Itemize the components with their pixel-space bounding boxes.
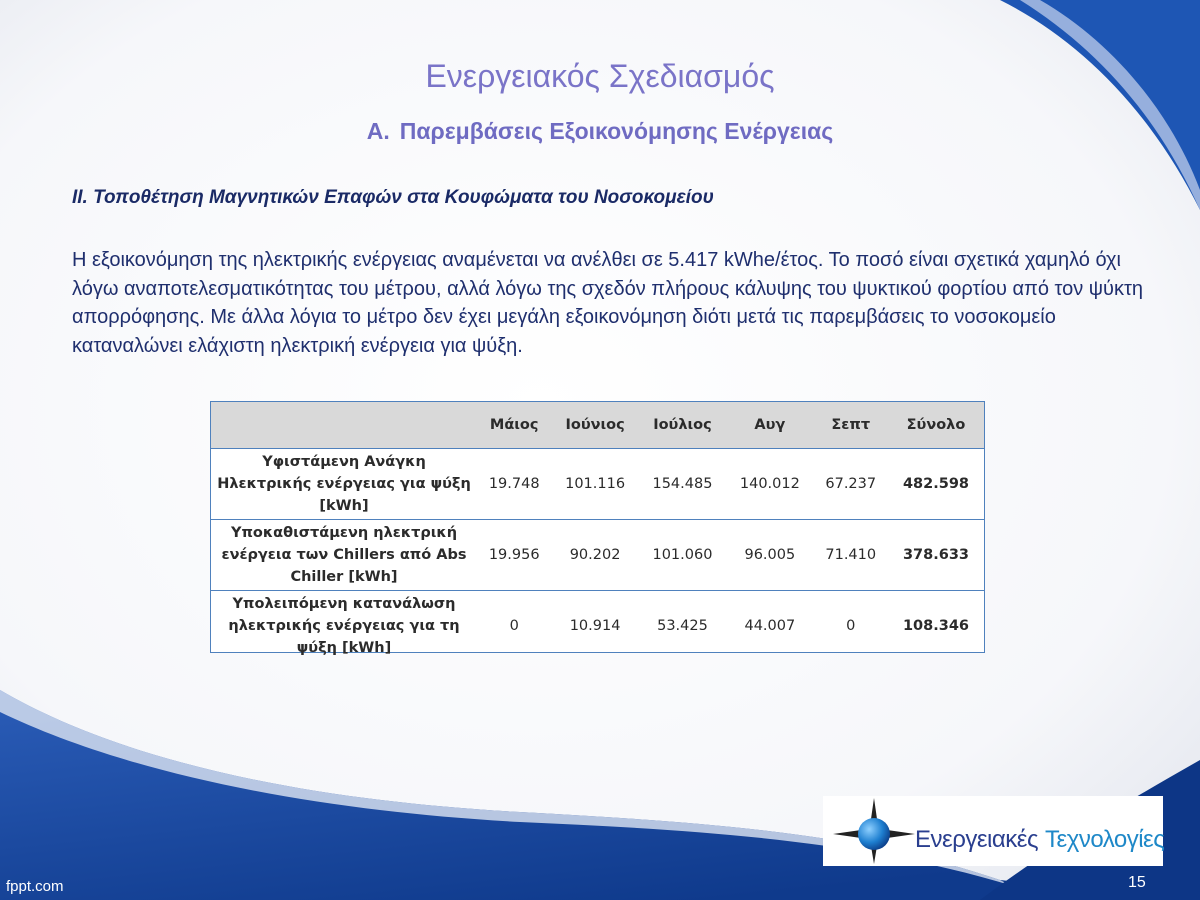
logo-word-1: Ενεργειακές <box>915 826 1039 853</box>
table-cell: 44.007 <box>744 617 796 634</box>
subtitle-number: A. <box>366 118 390 144</box>
row-label: Υφιστάμενη Ανάγκη Ηλεκτρικής ενέργειας για ψύξη [kWh] <box>217 453 471 514</box>
slide-subtitle <box>0 118 1200 145</box>
table-header-cell: Αυγ <box>726 402 813 448</box>
table-total-cell: 108.346 <box>902 617 969 634</box>
table-cell: 140.012 <box>739 475 800 492</box>
table-row <box>211 448 984 519</box>
table-cell: 53.425 <box>657 617 708 634</box>
table-cell: 10.914 <box>569 617 621 634</box>
table-header-row <box>211 402 984 448</box>
table-row <box>211 519 984 590</box>
subtitle-text: Παρεμβάσεις Εξοικονόμησης Ενέργειας <box>399 118 834 144</box>
table-cell: 67.237 <box>825 475 877 492</box>
slide-title: Ενεργειακός Σχεδιασμός <box>425 58 775 94</box>
company-logo <box>823 796 1163 866</box>
logo-word-2: Τεχνολογίες <box>1045 826 1165 853</box>
table-header-cell: Σεπτ <box>814 402 888 448</box>
table-cell: 19.956 <box>488 546 540 563</box>
table-header-cell: Σύνολο <box>888 402 984 448</box>
row-label: Υπολειπόμενη κατανάλωση ηλεκτρικής ενέργειας για τη ψύξη [kWh] <box>228 595 460 656</box>
table-total-cell: 482.598 <box>902 475 969 492</box>
body-paragraph: Η εξοικονόμηση της ηλεκτρικής ενέργειας αναμένεται να ανέλθει σε 5.417 kWhe/έτος. Το ποσό είναι σχετικά χαμηλό όχι λόγω αναποτελεσματικότητας του μέτρου, αλλά λόγω της σχεδόν πλήρους κάλυψης του ψυκτικού φορτίου από τον ψύκτη απορρόφησης. Με άλλα λόγια το μέτρο δεν έχει μεγάλη εξοικονόμηση διότι μετά τις παρεμβάσεις το νοσοκομείο καταναλώνει ελάχιστη ηλεκτρική ενέργεια για ψύξη. <box>72 249 1144 357</box>
table-cell: 96.005 <box>744 546 796 563</box>
table-cell: 19.748 <box>488 475 540 492</box>
compass-star-globe-icon <box>829 796 919 866</box>
table-header-cell: Ιούνιος <box>551 402 638 448</box>
table-header-cell <box>211 402 477 448</box>
energy-table-container <box>210 401 985 656</box>
table-cell: 71.410 <box>825 546 877 563</box>
energy-table <box>211 402 984 661</box>
table-cell: 0 <box>509 617 519 634</box>
table-row <box>211 590 984 661</box>
table-cell: 101.060 <box>652 546 713 563</box>
table-cell: 90.202 <box>569 546 621 563</box>
page-number: 15 <box>1128 874 1146 891</box>
footer-brand: fppt.com <box>6 878 64 895</box>
table-cell: 154.485 <box>652 475 713 492</box>
table-cell: 0 <box>846 617 856 634</box>
section-heading: II. Τοποθέτηση Μαγνητικών Επαφών στα Κουφώματα του Νοσοκομείου <box>72 187 714 208</box>
table-header-cell: Μάιος <box>477 402 551 448</box>
row-label: Υποκαθιστάμενη ηλεκτρική ενέργεια των Chillers από Abs Chiller [kWh] <box>221 524 467 585</box>
table-cell: 101.116 <box>565 475 626 492</box>
table-total-cell: 378.633 <box>902 546 969 563</box>
table-header-cell: Ιούλιος <box>639 402 726 448</box>
